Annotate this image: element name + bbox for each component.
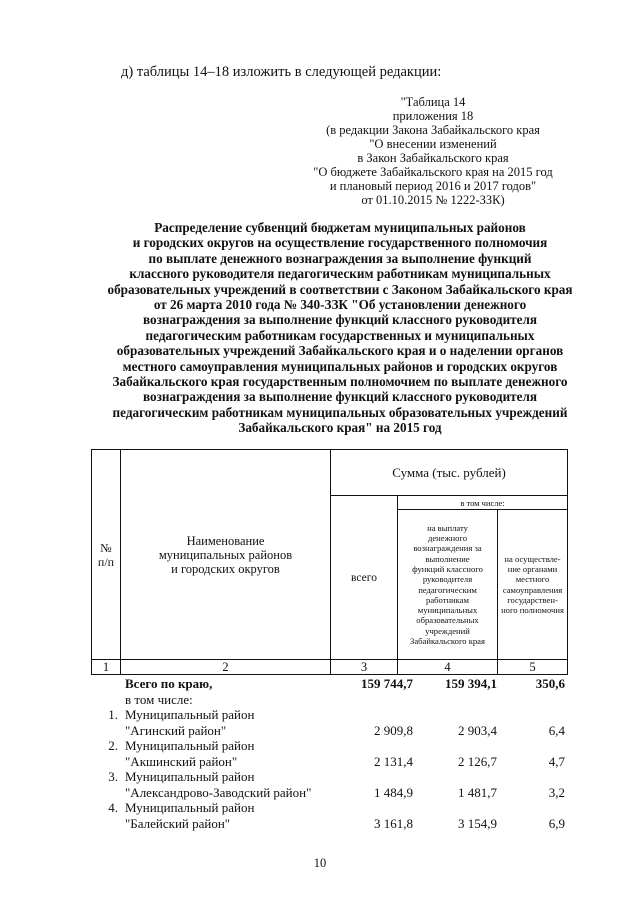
row-col4: 2 126,7 (458, 753, 497, 769)
row-name: Муниципальный район (125, 769, 255, 784)
total-label: Всего по краю, (125, 676, 213, 691)
total-value: 159 744,7 (361, 676, 413, 691)
table-row (91, 800, 567, 816)
title-line: по выплате денежного вознаграждения за выполнение функций (148, 250, 532, 266)
row-total: 3 161,8 (374, 815, 413, 831)
row-col4: 1 481,7 (458, 784, 497, 800)
title-line: от 26 марта 2010 года № 340-ЗЗК "Об установлении денежного (153, 297, 527, 313)
in-that-row (91, 692, 567, 708)
title-line: классного руководителя педагогическим работникам муниципальных (129, 266, 551, 282)
caption-line: "О внесении изменений (369, 137, 497, 151)
row-name-2: "Балейский район" (125, 815, 231, 831)
page-number: 10 (313, 856, 327, 870)
title-line: образовательных учреждений Забайкальского края и о наделении органов (116, 343, 564, 359)
row-total: 1 484,9 (374, 784, 413, 800)
table-row (91, 738, 567, 754)
caption-line: "О бюджете Забайкальского края на 2015 год (313, 165, 553, 179)
row-col5: 3,2 (548, 784, 565, 800)
in-that-label: в том числе: (125, 691, 193, 707)
table-caption (300, 95, 566, 207)
document-title (80, 220, 600, 436)
row-total: 2 909,8 (374, 722, 413, 738)
title-line: Забайкальского края" на 2015 год (238, 420, 442, 436)
row-name-2: "Акшинский район" (125, 753, 238, 769)
caption-line: "Таблица 14 (400, 95, 466, 109)
header-in-that: в том числе: (398, 496, 568, 510)
title-line: педагогическим работникам муниципальных образовательных учреждений (112, 404, 568, 420)
row-col5: 6,9 (548, 815, 565, 831)
table-row (91, 707, 567, 723)
caption-line: в Закон Забайкальского края (357, 151, 509, 165)
caption-line: и плановый период 2016 и 2017 годов" (329, 179, 537, 193)
header-col5: на осуществле- ние органами местного самоуправления государствен- ного полномочия (498, 510, 568, 660)
row-col4: 3 154,9 (458, 815, 497, 831)
header-col4: на выплату денежного вознаграждения за выполнение функций классного руководителя педагогическим работникам муниципальных образовательных учреждений Забайкальского края (398, 510, 498, 660)
row-total: 2 131,4 (374, 753, 413, 769)
table-row-cont (91, 816, 567, 832)
total-row (91, 676, 567, 692)
row-number: 3. (108, 769, 118, 784)
table-row-cont (91, 754, 567, 770)
index-cell: 4 (398, 660, 498, 675)
title-line: педагогическим работникам государственных и муниципальных (145, 327, 535, 343)
row-name-2: "Александрово-Заводский район" (125, 784, 312, 800)
index-cell: 3 (331, 660, 398, 675)
title-line: и городских округов на осуществление государственного полномочия (132, 235, 548, 251)
title-line: Распределение субвенций бюджетам муниципальных районов (154, 220, 526, 235)
index-cell: 5 (498, 660, 568, 675)
row-name: Муниципальный район (125, 800, 255, 815)
index-cell: 1 (92, 660, 121, 675)
table-row-cont (91, 723, 567, 739)
intro-text: д) таблицы 14–18 изложить в следующей редакции: (121, 64, 442, 80)
header-sum: Сумма (тыс. рублей) (331, 450, 568, 496)
total-col5: 350,6 (535, 676, 565, 691)
row-number: 1. (108, 707, 118, 722)
caption-line: приложения 18 (392, 109, 474, 123)
row-col5: 4,7 (548, 753, 565, 769)
row-name: Муниципальный район (125, 707, 255, 722)
table-body (91, 676, 567, 831)
table-row-cont (91, 785, 567, 801)
table-row (91, 769, 567, 785)
row-name: Муниципальный район (125, 738, 255, 753)
title-line: образовательных учреждений в соответствии с Законом Забайкальского края (107, 281, 573, 297)
caption-line: (в редакции Закона Забайкальского края (326, 123, 540, 137)
index-cell: 2 (121, 660, 331, 675)
header-num: № п/п (92, 450, 121, 660)
caption-line: от 01.10.2015 № 1222-ЗЗК) (361, 193, 505, 207)
title-line: местного самоуправления муниципальных районов и городских округов (122, 358, 558, 374)
table-header (91, 449, 568, 675)
title-line: Забайкальского края государственным полномочием по выплате денежного (112, 374, 568, 390)
row-name-2: "Агинский район" (125, 722, 227, 738)
title-line: вознаграждения за выполнение функций классного руководителя (142, 389, 538, 405)
row-col5: 6,4 (548, 722, 565, 738)
title-line: вознаграждения за выполнение функций классного руководителя (142, 312, 538, 328)
row-number: 4. (108, 800, 118, 815)
total-col4: 159 394,1 (445, 676, 497, 691)
header-total: всего (331, 496, 398, 660)
header-name: Наименование муниципальных районов и городских округов (121, 450, 331, 660)
row-number: 2. (108, 738, 118, 753)
row-col4: 2 903,4 (458, 722, 497, 738)
